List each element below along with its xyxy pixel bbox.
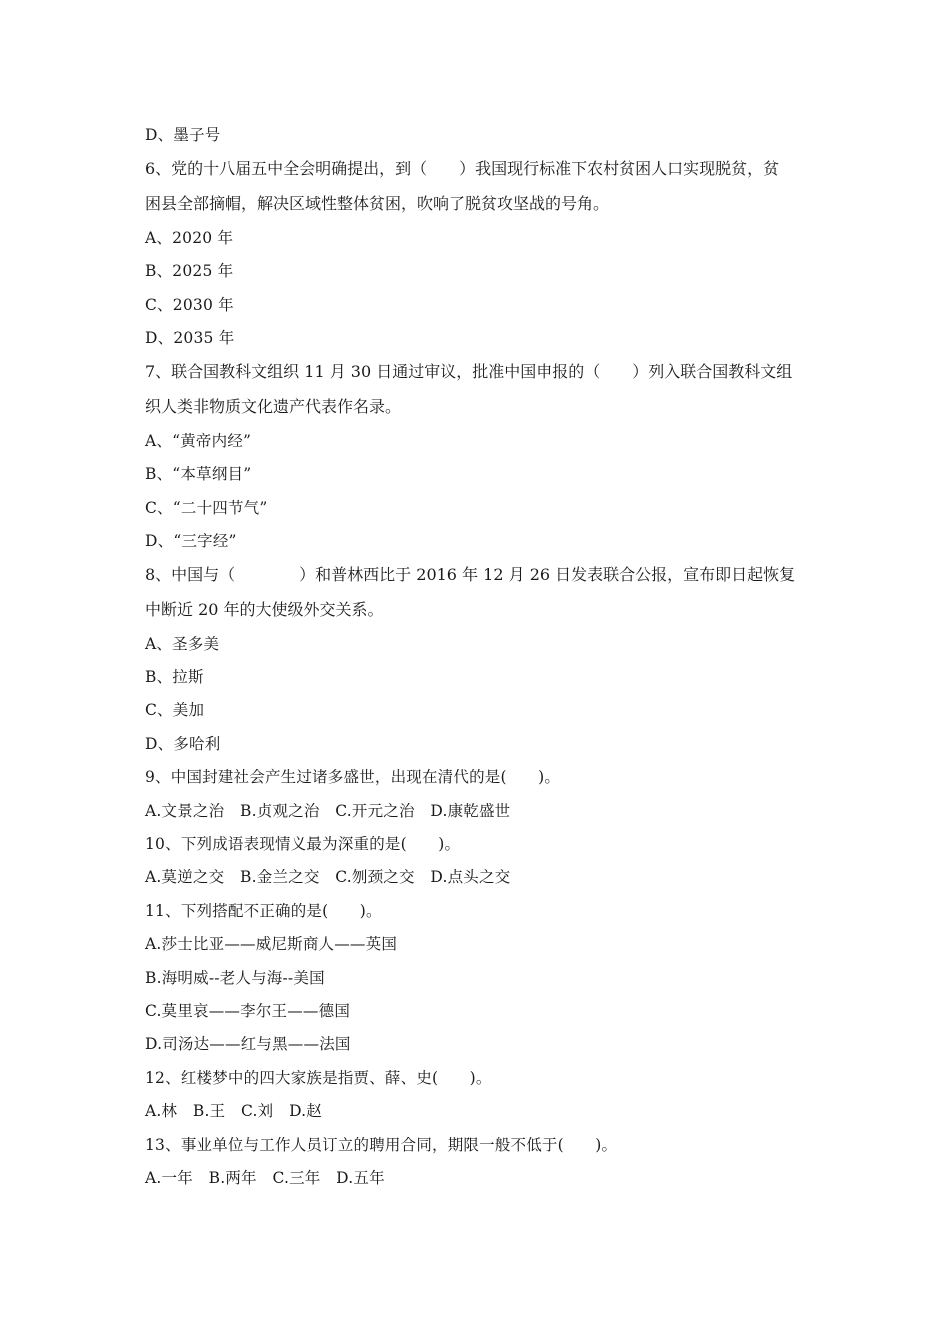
option-7-d: D、“三字经”	[145, 531, 237, 550]
options-10: A.莫逆之交 B.金兰之交 C.刎颈之交 D.点头之交	[145, 868, 511, 887]
document-page	[145, 119, 810, 1195]
options-9: A.文景之治 B.贞观之治 C.开元之治 D.康乾盛世	[145, 801, 511, 820]
option-7-a: A、“黄帝内经”	[145, 431, 252, 450]
option-7-c: C、“二十四节气”	[145, 498, 268, 517]
question-6-line-1: 6、党的十八届五中全会明确提出，到（ ）我国现行标准下农村贫困人口实现脱贫，贫	[145, 159, 780, 179]
question-8	[145, 558, 810, 627]
option-6-c: C、2030 年	[145, 295, 234, 314]
option-6-a: A、2020 年	[145, 228, 234, 247]
option-5-d: D、墨子号	[145, 126, 221, 144]
question-6-line-2: 困县全部摘帽，解决区域性整体贫困，吹响了脱贫攻坚战的号角。	[145, 193, 610, 213]
option-8-b: B、拉斯	[145, 668, 204, 687]
question-8-line-2: 中断近 20 年的大使级外交关系。	[145, 599, 384, 619]
question-11: 11、下列搭配不正确的是( )。	[145, 901, 382, 920]
options-13: A.一年 B.两年 C.三年 D.五年	[145, 1168, 385, 1187]
question-7	[145, 355, 810, 424]
question-9: 9、中国封建社会产生过诸多盛世，出现在清代的是( )。	[145, 768, 561, 787]
option-11-b: B.海明威--老人与海--美国	[145, 968, 325, 987]
question-12: 12、红楼梦中的四大家族是指贾、薛、史( )。	[145, 1068, 492, 1087]
option-11-c: C.莫里哀——李尔王——德国	[145, 1001, 351, 1020]
option-8-c: C、美加	[145, 701, 205, 720]
option-11-a: A.莎士比亚——威尼斯商人——英国	[145, 935, 398, 954]
option-6-d: D、2035 年	[145, 328, 235, 347]
question-7-line-2: 织人类非物质文化遗产代表作名录。	[145, 396, 402, 416]
question-7-line-1: 7、联合国教科文组织 11 月 30 日通过审议，批准中国申报的（ ）列入联合国教科文组	[145, 362, 793, 382]
option-8-d: D、多哈利	[145, 734, 221, 753]
options-12: A.林 B.王 C.刘 D.赵	[145, 1102, 322, 1121]
question-6	[145, 152, 810, 221]
question-8-line-1: 8、中国与（ ）和普林西比于 2016 年 12 月 26 日发表联合公报，宣布即日起恢复	[145, 565, 796, 585]
question-10: 10、下列成语表现情义最为深重的是( )。	[145, 835, 461, 854]
option-6-b: B、2025 年	[145, 262, 234, 281]
option-11-d: D.司汤达——红与黑——法国	[145, 1035, 351, 1054]
question-13: 13、事业单位与工作人员订立的聘用合同，期限一般不低于( )。	[145, 1135, 618, 1154]
option-7-b: B、“本草纲目”	[145, 465, 252, 484]
option-8-a: A、圣多美	[145, 634, 220, 653]
